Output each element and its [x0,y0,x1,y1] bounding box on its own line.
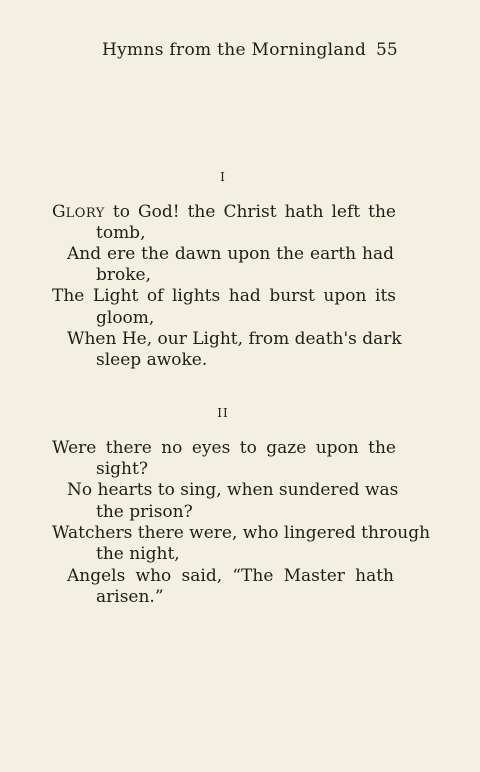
verse-line: No hearts to sing, when sundered was [67,480,399,500]
verse-line: sight? [96,459,148,479]
section-numeral: II [217,406,229,420]
verse-line: Were there no eyes to gaze upon the [52,438,396,458]
verse-line: Angels who said, “The Master hath [67,566,394,586]
verse-line: When He, our Light, from death's dark [67,329,402,349]
verse-line: broke, [96,265,152,285]
verse-text: to God! the Christ hath left the [104,202,396,222]
verse-line: tomb, [96,223,146,243]
drop-initial: G [52,202,66,222]
section-numeral: I [220,170,226,184]
verse-line: the night, [96,544,180,564]
small-caps-word: LORY [65,206,105,221]
verse-line [52,202,396,224]
verse-line: The Light of lights had burst upon its [52,286,396,306]
verse-line: arisen.” [96,587,164,607]
page-number: 55 [376,40,398,60]
verse-line: sleep awoke. [96,350,208,370]
running-title: Hymns from the Morningland [102,40,367,60]
verse-line: Watchers there were, who lingered through [52,523,431,543]
verse-line: the prison? [96,502,193,522]
verse-line: And ere the dawn upon the earth had [67,244,394,264]
verse-line: gloom, [96,308,155,328]
